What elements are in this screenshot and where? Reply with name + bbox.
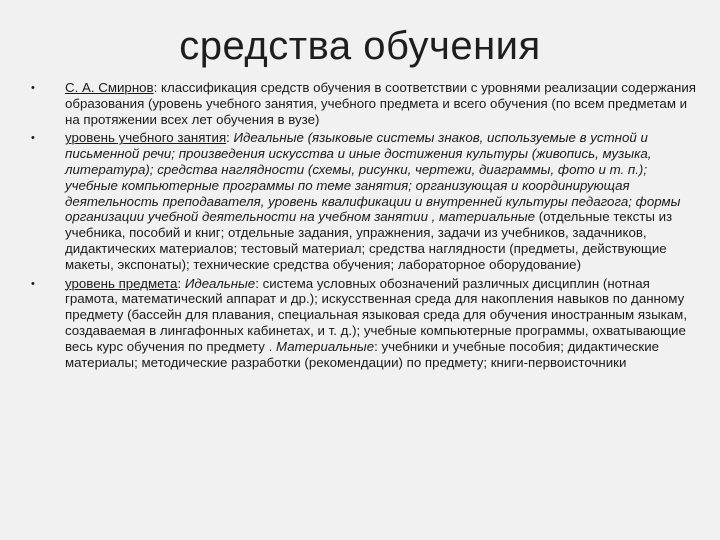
subject-material-text: : учебники и учебные пособия; дидактические материалы; методические разработки (рекомендации) по предмету; книги-первоисточники bbox=[65, 338, 660, 370]
subject-ideal-text: : система условных обозначений различных дисциплин (нотная грамота, математический аппарат и др.); искусственная среда для накопления навыков по данному предмету (бассейн для плавания, специальная языковая среда для обучения иностранным языкам, создаваемая в лингафонных кабинетах, и т. д.); учебные компьютерные программы, охватывающие весь курс обучения по предмету . bbox=[65, 275, 688, 354]
bullet-list bbox=[30, 80, 698, 370]
author-name: С. А. Смирнов bbox=[65, 80, 154, 95]
subject-level-colon: : bbox=[177, 275, 185, 291]
lesson-level-colon: : bbox=[226, 130, 234, 146]
subject-material-label: Материальные bbox=[275, 338, 375, 354]
lesson-ideal-label: Идеальные bbox=[233, 130, 304, 146]
lesson-ideal-text: (языковые системы знаков, используемые в устной и письменной речи; произведения искусства и иные достижения культуры (живопись, музыка, литература); средства наглядности (схемы, рисунки, чертежи, диаграммы, фото и т. п.); учебные компьютерные программы по теме занятия; организующая и координирующая деятельность преподавателя, уровень квалификации и внутренней культуры педагога; формы организации учебной деятельности на учебном занятии , bbox=[65, 130, 681, 225]
lesson-level-heading: уровень учебного занятия bbox=[65, 130, 227, 146]
slide-title: средства обучения bbox=[179, 24, 541, 68]
classification-text: : классификация средств обучения в соответствии с уровнями реализации содержания образования (уровень учебного занятия, учебного предмета и всего обучения (по всем предметам и на протяжении всех лет обучения в вузе) bbox=[65, 80, 696, 127]
lesson-material-label: материальные bbox=[435, 209, 536, 225]
subject-level-heading: уровень предмета bbox=[65, 275, 178, 291]
bullet-item-lesson-level bbox=[30, 130, 698, 272]
bullet-icon: • bbox=[31, 277, 35, 290]
bullet-icon: • bbox=[31, 132, 35, 145]
bullet-item-subject-level bbox=[30, 276, 698, 371]
lesson-material-text: (отдельные тексты из учебника, пособий и книг; отдельные задания, упражнения, задачи из учебников, задачников, дидактических материалов; тестовый материал; средства наглядности (предметы, действующие макеты, экспонаты); технические средства обучения; лабораторное оборудование) bbox=[65, 209, 673, 272]
subject-ideal-label: Идеальные bbox=[184, 275, 256, 291]
bullet-icon: • bbox=[31, 82, 35, 94]
bullet-item-smirnov bbox=[30, 80, 698, 127]
